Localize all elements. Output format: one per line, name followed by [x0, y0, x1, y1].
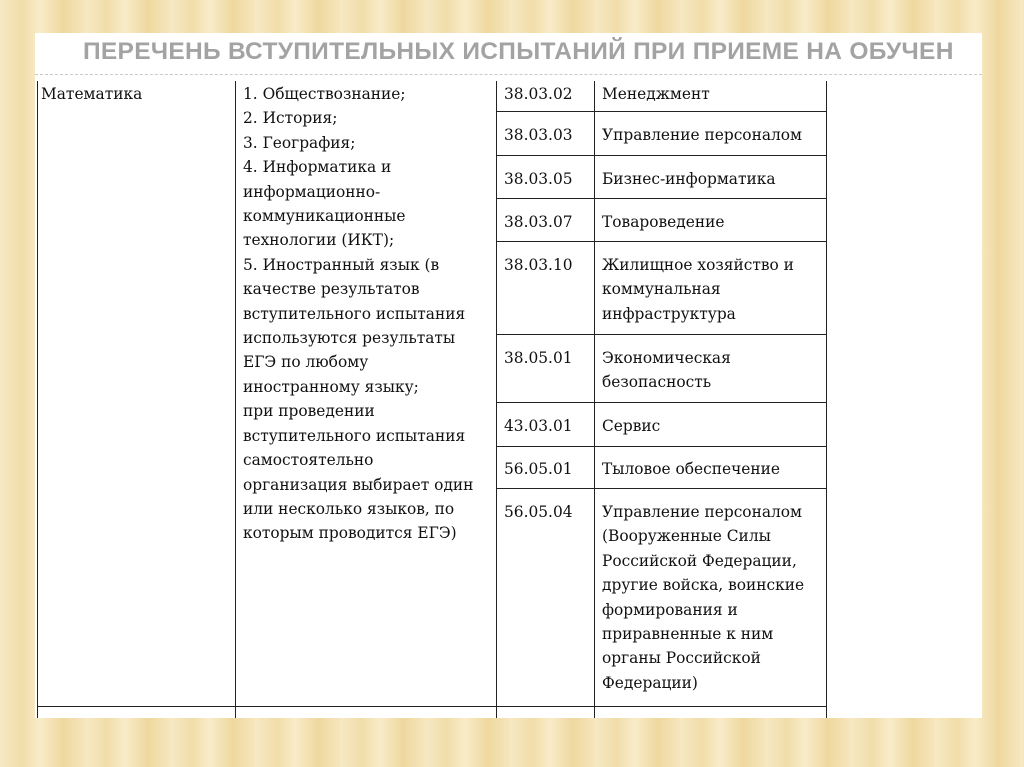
program-name [602, 414, 864, 438]
program-name-line: Российской Федерации, [602, 551, 797, 570]
program-code: 38.03.10 [504, 256, 573, 274]
program-name [602, 210, 864, 234]
alternatives-line: качестве результатов [243, 280, 420, 299]
table-column-divider [496, 81, 497, 718]
alternatives-line: самостоятельно [243, 451, 374, 470]
slide-title: ПЕРЕЧЕНЬ ВСТУПИТЕЛЬНЫХ ИСПЫТАНИЙ ПРИ ПРИЕМЕ НА ОБУЧЕН [83, 38, 954, 65]
program-name [602, 167, 864, 191]
alternatives-line: коммуникационные [243, 207, 406, 226]
program-name-line: Экономическая [602, 349, 731, 367]
slide [35, 33, 982, 718]
program-name [602, 123, 864, 147]
program-name [602, 253, 864, 326]
table-column-divider [235, 81, 236, 718]
subject-cell: Математика [41, 85, 143, 103]
row-divider [496, 198, 827, 199]
program-name-line: Жилищное хозяйство и [602, 256, 794, 274]
program-name-line: органы Российской [602, 649, 761, 668]
alternatives-line: организация выбирает один [243, 475, 474, 494]
alternatives-line: информационно- [243, 182, 381, 201]
program-name [602, 457, 864, 481]
program-name [602, 346, 864, 395]
row-divider [496, 241, 827, 242]
title-divider [35, 74, 982, 75]
program-code: 38.03.05 [504, 170, 573, 188]
program-code: 38.05.01 [504, 349, 573, 367]
program-name-line: коммунальная [602, 280, 721, 299]
table-column-divider [594, 81, 595, 718]
program-code: 38.03.02 [504, 85, 573, 103]
alternatives-line: 1. Обществознание; [243, 85, 406, 103]
alternatives-line: которым проводится ЕГЭ) [243, 524, 457, 543]
program-code: 56.05.01 [504, 460, 573, 478]
row-divider [496, 155, 827, 156]
program-name-line: инфраструктура [602, 304, 736, 323]
alternatives-line: 2. История; [243, 109, 338, 128]
alternatives-line: вступительного испытания [243, 426, 466, 445]
program-name-line: Управление персоналом [602, 126, 803, 144]
program-name-line: Менеджмент [602, 85, 710, 103]
program-name-line: формирования и [602, 600, 738, 619]
program-name-line: другие войска, воинские [602, 576, 805, 595]
alternatives-line: при проведении [243, 402, 375, 421]
alternatives-line: 5. Иностранный язык (в [243, 255, 440, 274]
alternatives-line: ЕГЭ по любому [243, 353, 369, 372]
program-name-line: Бизнес-информатика [602, 170, 776, 188]
table-border-left [37, 81, 38, 718]
table-bottom-rule [37, 706, 827, 707]
alternatives-line: технологии (ИКТ); [243, 231, 395, 250]
alternatives-line: или несколько языков, по [243, 499, 455, 518]
alternatives-line: вступительного испытания [243, 304, 466, 323]
program-name-line: безопасность [602, 373, 712, 392]
program-name-line: Федерации) [602, 673, 698, 692]
program-name-line: Тыловое обеспечение [602, 460, 781, 478]
program-name-line: Товароведение [602, 213, 725, 231]
program-name-line: Управление персоналом [602, 503, 803, 521]
row-divider [496, 402, 827, 403]
program-name-line: (Вооруженные Силы [602, 527, 771, 546]
row-divider [496, 488, 827, 489]
program-code: 43.03.01 [504, 417, 573, 435]
program-code: 38.03.07 [504, 213, 573, 231]
program-name-line: Сервис [602, 417, 661, 435]
alternatives-line: 3. География; [243, 133, 356, 152]
program-code: 38.03.03 [504, 126, 573, 144]
program-name [602, 500, 864, 695]
row-divider [496, 446, 827, 447]
alternatives-line: 4. Информатика и [243, 158, 392, 177]
alternatives-line: используются результаты [243, 329, 456, 348]
row-divider [496, 111, 827, 112]
program-code: 56.05.04 [504, 503, 573, 521]
alternatives-cell [243, 82, 495, 546]
program-name-line: приравненные к ним [602, 625, 774, 644]
row-divider [496, 334, 827, 335]
program-name [602, 82, 864, 106]
alternatives-line: иностранному языку; [243, 377, 419, 396]
